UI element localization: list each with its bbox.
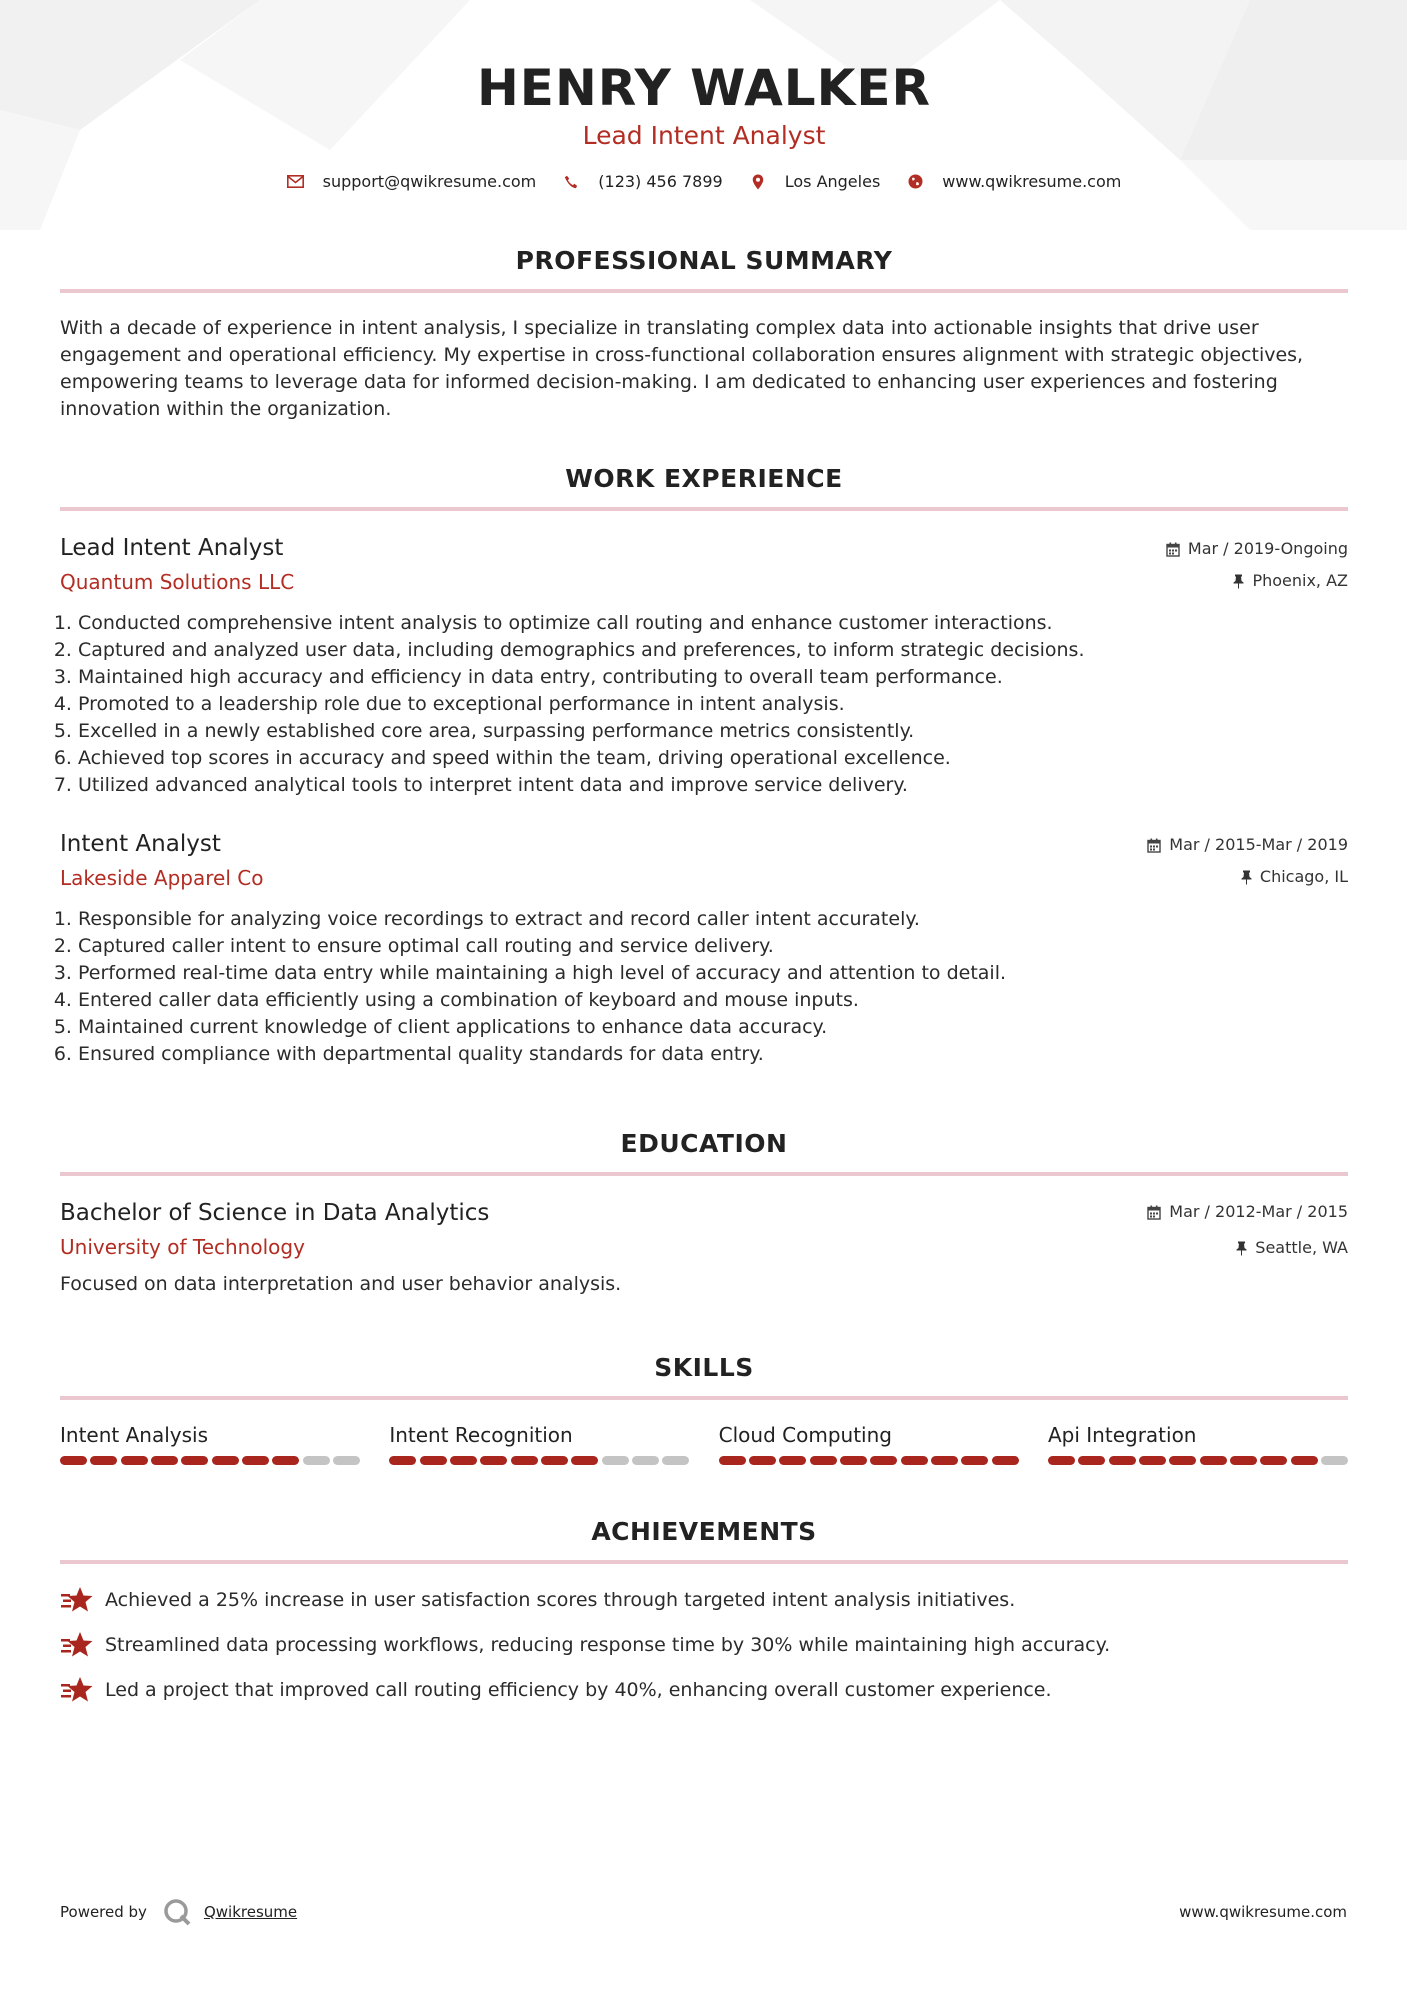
list-item: 6. Ensured compliance with departmental quality standards for data entry. bbox=[78, 1041, 1348, 1068]
candidate-name: HENRY WALKER bbox=[476, 59, 932, 117]
skill-segment bbox=[810, 1456, 837, 1465]
skill-segment bbox=[389, 1456, 416, 1465]
qwikresume-logo-icon bbox=[162, 1897, 192, 1927]
pushpin-icon bbox=[1236, 1241, 1247, 1256]
education-dates: Mar / 2012-Mar / 2015 bbox=[1169, 1202, 1348, 1221]
list-item: 1. Conducted comprehensive intent analysis to optimize call routing and enhance customer interactions. bbox=[78, 610, 1348, 637]
list-item: 6. Achieved top scores in accuracy and speed within the team, driving operational excellence. bbox=[78, 745, 1348, 772]
calendar-icon bbox=[1147, 838, 1161, 853]
section-divider bbox=[60, 1396, 1348, 1400]
skill-segment bbox=[632, 1456, 659, 1465]
list-item: 4. Entered caller data efficiently using a combination of keyboard and mouse inputs. bbox=[78, 987, 1348, 1014]
pushpin-icon bbox=[1233, 574, 1244, 589]
skill-segment bbox=[840, 1456, 867, 1465]
skill-rating-bar bbox=[389, 1456, 689, 1465]
skill-segment bbox=[272, 1456, 299, 1465]
company-name: Lakeside Apparel Co bbox=[60, 866, 264, 890]
skill-segment bbox=[1321, 1456, 1348, 1465]
skill-segment bbox=[541, 1456, 568, 1465]
skill-segment bbox=[1200, 1456, 1227, 1465]
globe-icon bbox=[906, 173, 924, 191]
achievements-heading: ACHIEVEMENTS bbox=[591, 1517, 817, 1546]
contact-website-text: www.qwikresume.com bbox=[942, 172, 1122, 191]
job-dates: Mar / 2019-Ongoing bbox=[1187, 539, 1348, 558]
skill-segment bbox=[901, 1456, 928, 1465]
list-item: 5. Maintained current knowledge of client applications to enhance data accuracy. bbox=[78, 1014, 1348, 1041]
footer-website[interactable]: www.qwikresume.com bbox=[1179, 1903, 1347, 1921]
education-description: Focused on data interpretation and user behavior analysis. bbox=[60, 1273, 622, 1295]
contact-phone[interactable] bbox=[562, 172, 722, 191]
skill-segment bbox=[931, 1456, 958, 1465]
contact-bar bbox=[60, 172, 1348, 191]
skill-segment bbox=[151, 1456, 178, 1465]
skill-segment bbox=[90, 1456, 117, 1465]
job-bullets bbox=[60, 610, 1348, 799]
skill-segment bbox=[242, 1456, 269, 1465]
skill-segment bbox=[303, 1456, 330, 1465]
school-name: University of Technology bbox=[60, 1235, 305, 1259]
map-pin-icon bbox=[749, 173, 767, 191]
skill-segment bbox=[719, 1456, 746, 1465]
experience-section bbox=[60, 463, 1348, 1068]
skill-segment bbox=[779, 1456, 806, 1465]
qwikresume-link[interactable]: Qwikresume bbox=[203, 1903, 298, 1921]
skill-segment bbox=[480, 1456, 507, 1465]
calendar-icon bbox=[1166, 542, 1180, 557]
job-location: Chicago, IL bbox=[1259, 867, 1348, 886]
list-item: 2. Captured caller intent to ensure optimal call routing and service delivery. bbox=[78, 933, 1348, 960]
achievement-item bbox=[60, 1586, 1348, 1614]
calendar-icon bbox=[1147, 1205, 1161, 1220]
skill-segment bbox=[121, 1456, 148, 1465]
education-entry bbox=[60, 1198, 1348, 1298]
contact-location bbox=[749, 172, 881, 191]
contact-location-text: Los Angeles bbox=[784, 172, 881, 191]
skill-segment bbox=[1109, 1456, 1136, 1465]
page-footer bbox=[60, 1897, 1347, 1927]
skill-segment bbox=[1139, 1456, 1166, 1465]
skill-name: Api Integration bbox=[1047, 1423, 1197, 1447]
skill-segment bbox=[1291, 1456, 1318, 1465]
skill-segment bbox=[571, 1456, 598, 1465]
education-section bbox=[60, 1128, 1348, 1298]
achievements-section bbox=[60, 1516, 1348, 1704]
education-location: Seattle, WA bbox=[1255, 1238, 1348, 1257]
skill-segment bbox=[992, 1456, 1019, 1465]
envelope-icon bbox=[287, 173, 305, 191]
skill-segment bbox=[420, 1456, 447, 1465]
skill-segment bbox=[60, 1456, 87, 1465]
resume-header bbox=[60, 0, 1348, 191]
summary-heading: PROFESSIONAL SUMMARY bbox=[515, 246, 893, 275]
education-heading: EDUCATION bbox=[620, 1129, 788, 1158]
section-divider bbox=[60, 1172, 1348, 1176]
skills-section bbox=[60, 1352, 1348, 1465]
skill-name: Cloud Computing bbox=[718, 1423, 892, 1447]
list-item: 5. Excelled in a newly established core area, surpassing performance metrics consistently. bbox=[78, 718, 1348, 745]
skill-segment bbox=[870, 1456, 897, 1465]
section-divider bbox=[60, 507, 1348, 511]
skill-item bbox=[389, 1422, 689, 1465]
candidate-title: Lead Intent Analyst bbox=[582, 121, 826, 150]
skill-rating-bar bbox=[1048, 1456, 1348, 1465]
list-item: 3. Performed real-time data entry while maintaining a high level of accuracy and attention to detail. bbox=[78, 960, 1348, 987]
section-divider bbox=[60, 1560, 1348, 1564]
skill-segment bbox=[749, 1456, 776, 1465]
skill-segment bbox=[1048, 1456, 1075, 1465]
skill-name: Intent Recognition bbox=[389, 1423, 573, 1447]
achievement-text: Streamlined data processing workflows, reducing response time by 30% while maintaining high accuracy. bbox=[105, 1633, 1111, 1656]
skill-segment bbox=[511, 1456, 538, 1465]
skill-segment bbox=[1230, 1456, 1257, 1465]
list-item: 3. Maintained high accuracy and efficiency in data entry, contributing to overall team performance. bbox=[78, 664, 1348, 691]
star-icon bbox=[60, 1676, 94, 1704]
list-item: 4. Promoted to a leadership role due to exceptional performance in intent analysis. bbox=[78, 691, 1348, 718]
job-location: Phoenix, AZ bbox=[1252, 571, 1348, 590]
section-divider bbox=[60, 289, 1348, 293]
company-name: Quantum Solutions LLC bbox=[60, 570, 295, 594]
job-dates: Mar / 2015-Mar / 2019 bbox=[1169, 835, 1348, 854]
achievement-item bbox=[60, 1676, 1348, 1704]
skill-item bbox=[60, 1422, 360, 1465]
job-entry bbox=[60, 829, 1348, 1068]
job-title: Lead Intent Analyst bbox=[60, 535, 284, 561]
list-item: 1. Responsible for analyzing voice recordings to extract and record caller intent accurately. bbox=[78, 906, 1348, 933]
skill-name: Intent Analysis bbox=[60, 1423, 208, 1447]
achievement-text: Led a project that improved call routing efficiency by 40%, enhancing overall customer experience. bbox=[105, 1678, 1052, 1701]
skill-segment bbox=[212, 1456, 239, 1465]
skills-list bbox=[60, 1422, 1348, 1465]
contact-email-text: support@qwikresume.com bbox=[322, 172, 537, 191]
contact-phone-text: (123) 456 7899 bbox=[598, 172, 723, 191]
skill-segment bbox=[450, 1456, 477, 1465]
phone-icon bbox=[562, 173, 580, 191]
skill-segment bbox=[333, 1456, 360, 1465]
pushpin-icon bbox=[1241, 870, 1252, 885]
experience-heading: WORK EXPERIENCE bbox=[565, 464, 843, 493]
contact-email[interactable] bbox=[287, 172, 537, 191]
degree-title: Bachelor of Science in Data Analytics bbox=[60, 1200, 490, 1226]
summary-section bbox=[60, 245, 1348, 423]
list-item: 2. Captured and analyzed user data, including demographics and preferences, to inform strategic decisions. bbox=[78, 637, 1348, 664]
skill-segment bbox=[662, 1456, 689, 1465]
powered-by-label: Powered by bbox=[60, 1903, 147, 1921]
job-title: Intent Analyst bbox=[60, 831, 221, 857]
skill-rating-bar bbox=[719, 1456, 1019, 1465]
skill-item bbox=[719, 1422, 1019, 1465]
skill-segment bbox=[1260, 1456, 1287, 1465]
skill-segment bbox=[1169, 1456, 1196, 1465]
job-entry bbox=[60, 533, 1348, 799]
skill-segment bbox=[1078, 1456, 1105, 1465]
skill-item bbox=[1048, 1422, 1348, 1465]
list-item: 7. Utilized advanced analytical tools to interpret intent data and improve service delivery. bbox=[78, 772, 1348, 799]
job-bullets bbox=[60, 906, 1348, 1068]
skill-segment bbox=[181, 1456, 208, 1465]
star-icon bbox=[60, 1586, 94, 1614]
skill-segment bbox=[602, 1456, 629, 1465]
summary-text: With a decade of experience in intent analysis, I specialize in translating complex data into actionable insights that drive user engagement and operational efficiency. My expertise in cross-functional collaboration ensures alignment with strategic objectives, empowering teams to leverage data for informed decision-making. I am dedicated to enhancing user experiences and fostering innovation within the organization. bbox=[60, 317, 1304, 420]
star-icon bbox=[60, 1631, 94, 1659]
contact-website[interactable] bbox=[906, 172, 1121, 191]
resume-page bbox=[60, 0, 1348, 1704]
skills-heading: SKILLS bbox=[654, 1353, 754, 1382]
achievement-item bbox=[60, 1631, 1348, 1659]
skill-segment bbox=[961, 1456, 988, 1465]
achievement-text: Achieved a 25% increase in user satisfaction scores through targeted intent analysis initiatives. bbox=[105, 1588, 1016, 1611]
skill-rating-bar bbox=[60, 1456, 360, 1465]
